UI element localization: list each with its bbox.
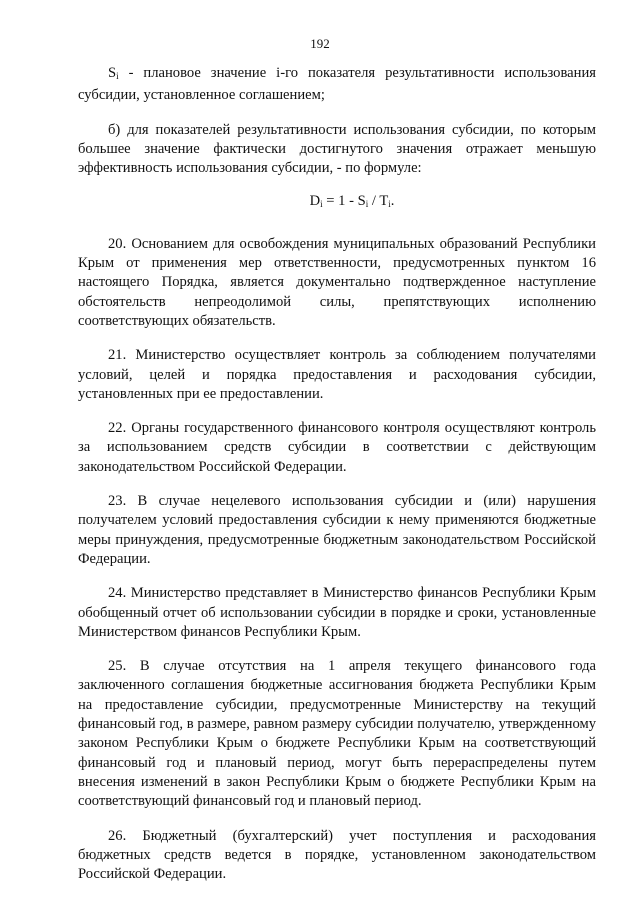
formula-lhs-subscript: i: [320, 199, 323, 210]
definition-s-text: - плановое значение i-го показателя результативности использования субсидии, установленное соглашением;: [78, 65, 596, 104]
formula-end: .: [390, 193, 395, 210]
formula-tail: / T: [368, 193, 389, 210]
paragraph-23: 23. В случае нецелевого использования субсидии и (или) нарушения получателем условий предоставления субсидии к нему применяются бюджетные меры принуждения, предусмотренные бюджетным законодательством Российской Федерации.: [78, 493, 596, 567]
page-number: 192: [310, 36, 330, 51]
clause-b-paragraph: б) для показателей результативности использования субсидии, по которым большее значение фактически достигнутого значения отражает меньшую эффективность использования субсидии, - по формуле:: [78, 121, 596, 177]
formula-middle: = 1 - S: [322, 193, 366, 210]
formula-lhs: D: [309, 193, 321, 210]
paragraph-22: 22. Органы государственного финансового контроля осуществляют контроль за использованием средств субсидии в соответствии с действующим законодательством Российской Федерации.: [78, 420, 596, 475]
formula-middle-subscript: i: [365, 199, 369, 210]
paragraph-24: 24. Министерство представляет в Министерство финансов Республики Крым обобщенный отчет об использовании субсидии в порядке и сроки, установленные Министерством финансов Республики Крым.: [78, 585, 596, 640]
paragraph-21: 21. Министерство осуществляет контроль за соблюдением получателями условий, целей и порядка предоставления и расходования субсидии, установленных при ее предоставлении.: [78, 347, 596, 402]
paragraph-25: 25. В случае отсутствия на 1 апреля текущего финансового года заключенного соглашения бюджетные ассигнования бюджета Республики Крым на предоставление субсидии, предусмотренные Министерству на текущий финансовый год, в размере, равном размеру субсидии получателю, утвержденному законом Республики Крым о бюджете Республики Крым на соответствующий финансовый год и плановый период, могут быть перераспределены путем внесения изменений в закон Республики Крым о бюджете Республики Крым на соответствующий финансовый год и плановый период.: [78, 658, 596, 810]
paragraph-20: 20. Основанием для освобождения муниципальных образований Республики Крым от применения мер ответственности, предусмотренных пунктом 16 настоящего Порядка, является документально подтвержденное наступление обстоятельств непреодолимой силы, препятствующих исполнению соответствующих обязательств.: [78, 235, 596, 329]
definition-s-paragraph: [78, 64, 596, 106]
definition-s-subscript: i: [116, 71, 119, 81]
definition-s-symbol: S: [108, 65, 117, 81]
formula: [78, 192, 596, 214]
formula-tail-subscript: i: [388, 199, 391, 210]
document-body: [78, 64, 596, 884]
paragraph-26: 26. Бюджетный (бухгалтерский) учет поступления и расходования бюджетных средств ведется в порядке, установленном законодательством Российской Федерации.: [78, 827, 596, 883]
